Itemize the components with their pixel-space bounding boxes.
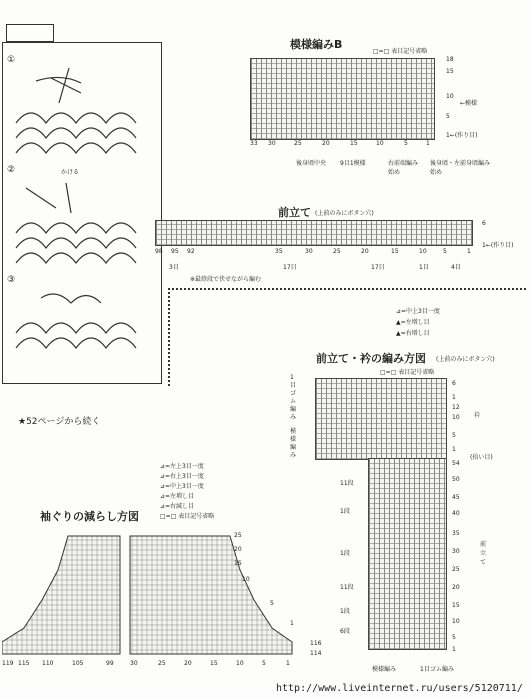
armhole-title: 袖ぐりの減らし方図	[40, 510, 139, 523]
stitch-count: 4目	[451, 264, 461, 271]
legend-item: ⊿=中上3目一度	[160, 483, 204, 490]
collar-bottom-pattern-label: 模様編み	[372, 666, 397, 673]
collar-bottom-ribbing-label: 1目ゴム編み	[420, 666, 454, 673]
column-number: 119	[2, 660, 14, 667]
pattern-b-legend: □=□ 表目記号省略	[373, 48, 428, 55]
row-number: 50	[452, 476, 460, 483]
front-band-title: 前立て	[278, 206, 311, 219]
column-number: 25	[158, 660, 166, 667]
collar-legend	[396, 306, 440, 339]
armhole-side-116: 116	[310, 640, 322, 647]
column-number: 35	[275, 248, 283, 255]
step-2-label: ②	[7, 165, 16, 175]
collar-title: 前立て・衿の編み方図	[316, 352, 426, 365]
column-number: 10	[376, 140, 384, 147]
row-number: 5	[452, 432, 456, 439]
column-number: 20	[184, 660, 192, 667]
pattern-b-right-front-start: 右前端編み始め	[388, 160, 419, 176]
pattern-b-chart	[250, 58, 435, 140]
legend-item: ⊿=右減し目	[160, 503, 195, 510]
row-number: 18	[446, 56, 454, 63]
column-number: 5	[262, 660, 266, 667]
section-divider-vertical	[168, 288, 170, 386]
column-number: 98	[155, 248, 163, 255]
row-number: 35	[452, 530, 460, 537]
row-number: 20	[234, 546, 242, 553]
legend-item: ⊿=中上3目一度	[396, 308, 440, 315]
front-band-stitch-marks	[155, 262, 475, 272]
collar-right-numbers	[452, 380, 472, 660]
row-number: 10	[446, 93, 454, 100]
pattern-b-repeat-label: ←模様	[460, 100, 478, 107]
column-number: 25	[333, 248, 341, 255]
row-number: 5	[270, 600, 274, 607]
source-url[interactable]: http://www.liveinternet.ru/users/5120711/	[276, 683, 523, 694]
column-number: 30	[305, 248, 313, 255]
column-number: 10	[419, 248, 427, 255]
column-number: 20	[322, 140, 330, 147]
row-number: 40	[452, 510, 460, 517]
column-number: 5	[443, 248, 447, 255]
row-count-label: 1段	[340, 608, 350, 615]
collar-side-labels	[340, 476, 370, 656]
step-3-label: ③	[7, 275, 16, 285]
row-number: 1	[452, 446, 456, 453]
row-number: 15	[452, 602, 460, 609]
technique-illustration-panel	[2, 42, 162, 384]
technique-header-box	[6, 24, 54, 42]
column-number: 5	[404, 140, 408, 147]
row-number: 1	[290, 620, 294, 627]
row-number: 54	[452, 460, 460, 467]
column-number: 99	[106, 660, 114, 667]
row-number: 45	[452, 494, 460, 501]
knitting-illustration	[11, 63, 141, 363]
pattern-b-repeat-count: 9目1模様	[340, 160, 366, 167]
pattern-b-title: 模様編みB	[290, 38, 343, 51]
row-number: 6	[452, 380, 456, 387]
row-count-label: 6段	[340, 628, 350, 635]
front-band-row-6: 6	[482, 220, 486, 227]
column-number: 115	[18, 660, 30, 667]
legend-item: □=□ 表目記号省略	[160, 513, 215, 520]
front-band-label: 前立て	[480, 541, 487, 566]
column-number: 110	[42, 660, 54, 667]
row-number: 15	[446, 68, 454, 75]
collar-pattern-label: 模様編み	[290, 428, 297, 459]
column-number: 15	[391, 248, 399, 255]
step-1-label: ①	[7, 55, 16, 65]
row-number: 25	[234, 532, 242, 539]
row-number: 5	[446, 113, 450, 120]
yarn-over-label: かける	[61, 169, 80, 176]
row-number: 10	[452, 414, 460, 421]
legend-item: ⊿=左増し目	[160, 493, 195, 500]
stitch-count: 17目	[371, 264, 385, 271]
stitch-count: 1目	[419, 264, 429, 271]
legend-item: ⊿=左上3目一度	[160, 463, 204, 470]
row-number: 20	[452, 584, 460, 591]
column-number: 10	[236, 660, 244, 667]
collar-chart-upper	[315, 378, 447, 460]
row-number: 15	[234, 560, 242, 567]
front-band-note: ※最終段で伏せながら編む	[190, 276, 262, 283]
stitch-count: 17目	[283, 264, 297, 271]
column-number: 30	[130, 660, 138, 667]
column-number: 30	[268, 140, 276, 147]
front-band-cast-on: 1←(作り目)	[482, 242, 514, 249]
row-number: 1	[452, 646, 456, 653]
armhole-side-114: 114	[310, 650, 322, 657]
armhole-bottom-numbers	[2, 660, 302, 670]
column-number: 15	[210, 660, 218, 667]
row-number: 25	[452, 566, 460, 573]
pattern-b-center-label: 後身頃中央	[296, 160, 327, 167]
section-divider-horizontal	[168, 288, 526, 290]
front-band-chart	[155, 220, 473, 246]
legend-item: ⊿=右上3目一度	[160, 473, 204, 480]
stitch-count: 3目	[169, 264, 179, 271]
row-count-label: 1段	[340, 550, 350, 557]
row-number: 12	[452, 404, 460, 411]
pattern-b-bottom-numbers	[250, 140, 450, 150]
column-number: 1	[426, 140, 430, 147]
row-count-label: 1段	[340, 508, 350, 515]
column-number: 15	[350, 140, 358, 147]
column-number: 95	[171, 248, 179, 255]
collar-ribbing-label: 1目ゴム編み	[290, 374, 297, 421]
row-number: 10	[452, 618, 460, 625]
row-count-label: 11段	[340, 584, 354, 591]
pattern-b-right-rows	[446, 56, 460, 140]
pattern-b-cast-on-label: 1←(作り目)	[446, 132, 478, 139]
continued-note: ★52ページから続く	[18, 417, 101, 427]
row-number: 1	[452, 394, 456, 401]
front-band-bottom-numbers	[155, 248, 475, 258]
collar-chart-lower	[368, 458, 447, 650]
column-number: 20	[361, 248, 369, 255]
row-number: 10	[242, 576, 250, 583]
column-number: 33	[250, 140, 258, 147]
row-number: 5	[452, 634, 456, 641]
pattern-b-back-start: 後身頃・左前身頃編み始め	[430, 160, 491, 176]
collar-label: 衿	[474, 412, 481, 419]
column-number: 25	[294, 140, 302, 147]
front-band-subtitle: (上前のみにボタン穴)	[315, 210, 374, 217]
column-number: 92	[187, 248, 195, 255]
collar-legend-plain: □=□ 表目記号省略	[380, 369, 435, 376]
row-count-label: 11段	[340, 480, 354, 487]
collar-subtitle: (上前のみにボタン穴)	[436, 356, 495, 363]
legend-item: ▲=右増し目	[396, 330, 430, 337]
legend-item: ▲=左増し目	[396, 319, 430, 326]
column-number: 1	[286, 660, 290, 667]
column-number: 1	[467, 248, 471, 255]
row-number: 30	[452, 548, 460, 555]
armhole-legend	[160, 462, 214, 522]
column-number: 105	[72, 660, 84, 667]
armhole-right-numbers	[234, 530, 294, 660]
collar-pickup-label: (拾い目)	[470, 454, 493, 461]
